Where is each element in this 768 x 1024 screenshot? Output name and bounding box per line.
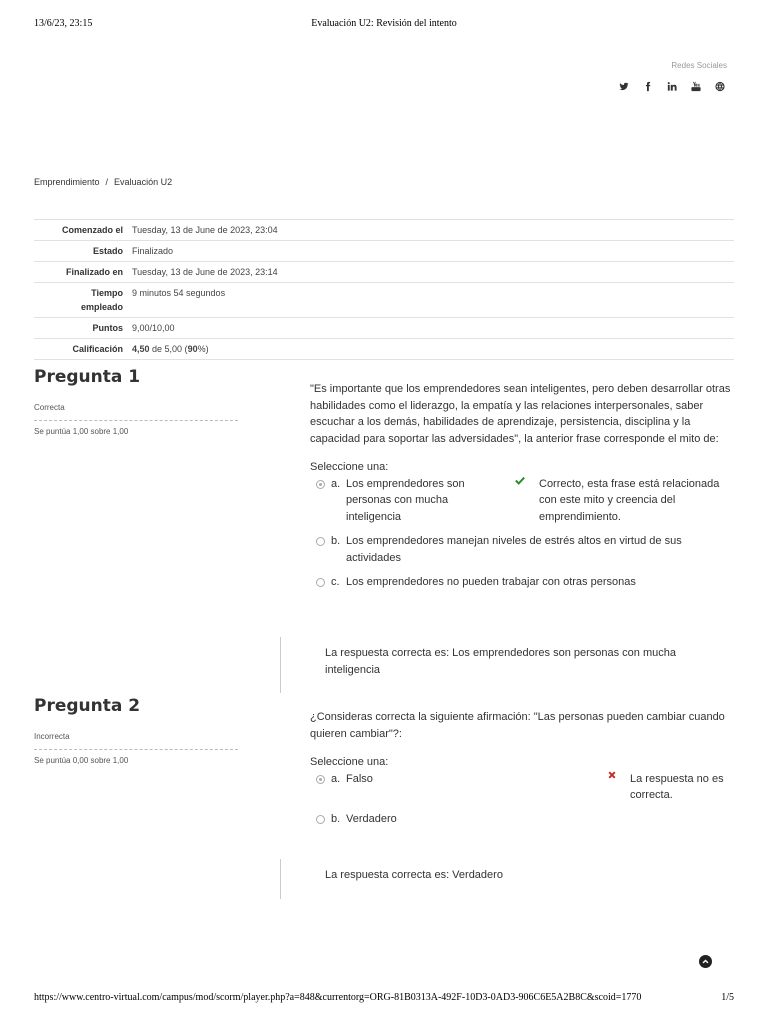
question-title: Pregunta 1: [34, 367, 141, 387]
print-url: https://www.centro-virtual.com/campus/mod/scorm/player.php?a=848&currentorg=ORG-81B0313A-492F-10D3-0AD3-906C6E5A2B8C&scoid=1770: [34, 992, 642, 1003]
grade-percent: 90: [187, 344, 198, 354]
breadcrumb-separator: /: [105, 177, 109, 187]
summary-label: Tiempo empleado: [80, 288, 123, 312]
option-text: Los emprendedores son personas con mucha inteligencia: [346, 477, 465, 523]
summary-value: Tuesday, 13 de June de 2023, 23:04: [132, 225, 278, 235]
summary-row: [34, 240, 734, 261]
question-prompt: "Es importante que los emprendedores sean inteligentes, pero deben desarrollar otras habilidades como el liderazgo, la empatía y las relaciones interpersonales, saber escuchar a los demás, habilidades de aprendizaje, persistencia, disciplina y la capacidad para soportar las adversidades", la anterior frase corresponde el mito de:: [310, 383, 731, 445]
globe-icon[interactable]: [715, 79, 725, 93]
option-letter: b.: [331, 535, 341, 547]
radio-button[interactable]: [316, 578, 325, 587]
option-text: Los emprendedores manejan niveles de estrés altos en virtud de sus actividades: [346, 535, 682, 564]
breadcrumb: [34, 177, 172, 187]
question-1-body: [310, 381, 734, 591]
print-title: Evaluación U2: Revisión del intento: [311, 18, 457, 29]
correct-answer-text: La respuesta correcta es: Los emprendedores son personas con mucha inteligencia: [325, 647, 676, 676]
question-grade: Se puntúa 0,00 sobre 1,00: [34, 756, 129, 765]
grade-end: %): [197, 344, 209, 354]
summary-row: [34, 219, 734, 240]
question-grade: Se puntúa 1,00 sobre 1,00: [34, 427, 129, 436]
breadcrumb-item-course[interactable]: Emprendimiento: [34, 177, 100, 187]
youtube-icon[interactable]: [691, 79, 701, 93]
option-letter: c.: [331, 576, 340, 588]
radio-button[interactable]: [316, 537, 325, 546]
summary-label: Estado: [92, 246, 123, 256]
print-page-number: 1/5: [721, 992, 734, 1003]
summary-value: 9,00/10,00: [132, 323, 175, 333]
option-b[interactable]: [310, 533, 734, 566]
option-a[interactable]: [310, 771, 734, 801]
correct-answer-text: La respuesta correcta es: Verdadero: [325, 869, 503, 881]
facebook-icon[interactable]: [643, 79, 653, 93]
option-c[interactable]: [310, 574, 734, 591]
arrow-up-icon: [702, 958, 709, 965]
summary-value: Finalizado: [132, 246, 174, 256]
summary-row: [34, 338, 734, 360]
grade-max: de 5,00 (: [149, 344, 188, 354]
correct-answer-box: [280, 637, 734, 693]
question-state: Incorrecta: [34, 732, 70, 741]
question-prompt: ¿Consideras correcta la siguiente afirmación: "Las personas pueden cambiar cuando quieren cambiar"?:: [310, 711, 725, 740]
option-letter: a.: [331, 772, 341, 785]
summary-value: [129, 339, 734, 359]
option-text: Verdadero: [346, 813, 397, 825]
option-b[interactable]: [310, 811, 734, 828]
option-letter: b.: [331, 813, 341, 825]
cross-icon: [608, 768, 616, 785]
radio-button[interactable]: [316, 775, 325, 784]
summary-label: Calificación: [72, 344, 123, 354]
print-datetime: 13/6/23, 23:15: [34, 18, 93, 29]
select-label: Seleccione una:: [310, 756, 389, 768]
radio-button[interactable]: [316, 815, 325, 824]
grade-value: 4,50: [132, 344, 150, 354]
print-header: [34, 18, 734, 32]
question-title: Pregunta 2: [34, 696, 141, 716]
option-letter: a.: [331, 477, 341, 490]
divider: [34, 749, 238, 750]
attempt-summary-table: [34, 219, 734, 360]
question-state: Correcta: [34, 403, 65, 412]
option-text: Falso: [346, 772, 373, 785]
question-2-info: [34, 696, 239, 765]
summary-value: 9 minutos 54 segundos: [132, 288, 226, 298]
breadcrumb-item-evaluation[interactable]: Evaluación U2: [114, 177, 173, 187]
summary-value: Tuesday, 13 de June de 2023, 23:14: [132, 267, 278, 277]
summary-label: Comenzado el: [61, 225, 123, 235]
summary-row: [34, 282, 734, 317]
option-text: Los emprendedores no pueden trabajar con otras personas: [346, 576, 636, 588]
summary-label: Finalizado en: [65, 267, 123, 277]
social-label: Redes Sociales: [671, 61, 727, 70]
social-icons: [619, 79, 725, 93]
option-a[interactable]: [310, 476, 734, 526]
correct-answer-box: [280, 859, 734, 899]
twitter-icon[interactable]: [619, 79, 629, 93]
summary-row: [34, 317, 734, 338]
divider: [34, 420, 238, 421]
check-icon: [515, 474, 525, 491]
linkedin-icon[interactable]: [667, 79, 677, 93]
summary-label: Puntos: [92, 323, 123, 333]
back-to-top-button[interactable]: [699, 955, 712, 968]
question-1-info: [34, 367, 239, 436]
radio-button[interactable]: [316, 480, 325, 489]
select-label: Seleccione una:: [310, 461, 389, 473]
summary-row: [34, 261, 734, 282]
option-feedback: La respuesta no es correcta.: [630, 772, 724, 801]
option-feedback: Correcto, esta frase está relacionada con este mito y creencia del emprendimiento.: [539, 477, 720, 523]
question-2-body: [310, 709, 734, 828]
